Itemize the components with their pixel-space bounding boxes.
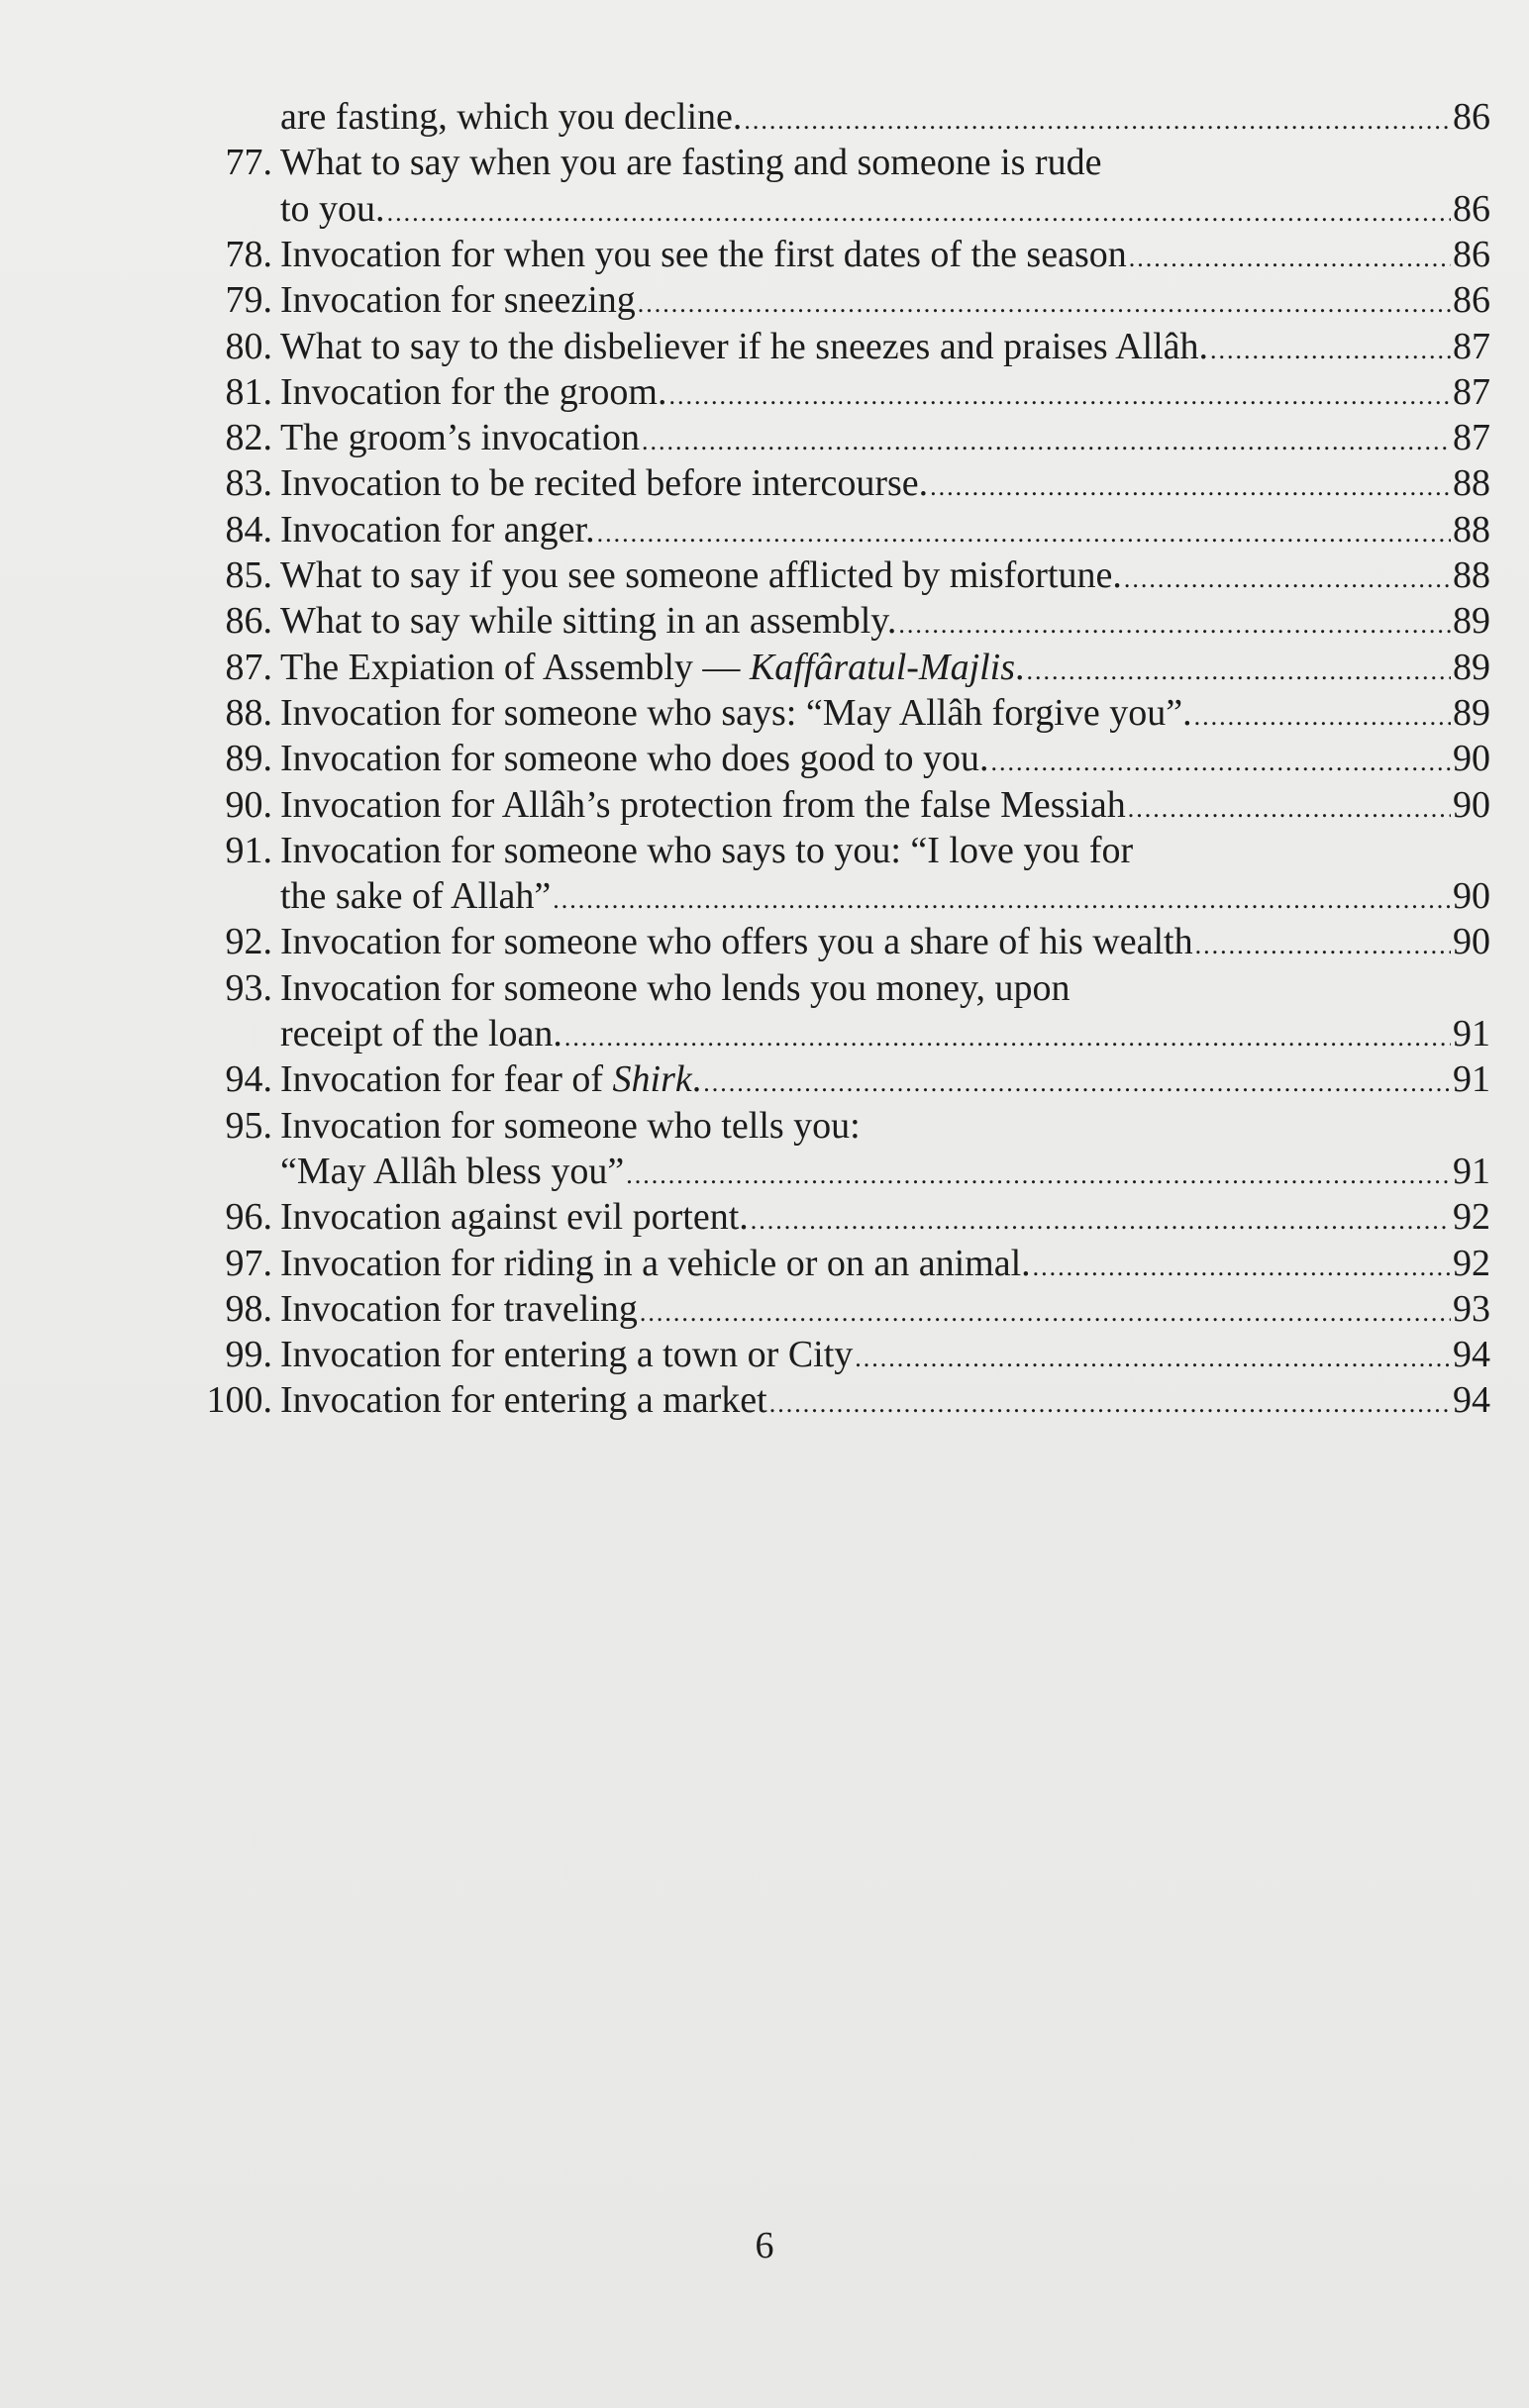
toc-entry-title-text: The Expiation of Assembly — — [280, 646, 750, 688]
toc-entry-title-suffix: . — [1015, 646, 1025, 688]
toc-entry-page: 90 — [1453, 875, 1490, 918]
toc-entry-page: 90 — [1453, 738, 1490, 780]
toc-entry-number: 84. — [225, 508, 272, 551]
toc-entry-title-text: Invocation against evil portent. — [280, 1196, 749, 1239]
toc-entry-title-text: What to say if you see someone afflicted by misfortune. — [280, 554, 1122, 596]
toc-entry-title-italic: Shirk — [612, 1058, 692, 1101]
toc-entry-number: 80. — [225, 325, 272, 367]
toc-entry-number: 86. — [225, 600, 272, 643]
toc-entry-number: 85. — [225, 554, 272, 596]
toc-entry-number: 97. — [225, 1242, 272, 1284]
toc-entry-page: 86 — [1453, 187, 1490, 230]
toc-entry-number: 82. — [225, 417, 272, 459]
toc-entry-title-text: Invocation for someone who does good to you. — [280, 738, 989, 780]
toc-entry-title-text: Invocation for anger. — [280, 508, 595, 551]
toc-entry-title-text: receipt of the loan. — [280, 1013, 562, 1054]
toc-entry-number: 100. — [206, 1379, 272, 1422]
toc-entry-number: 90. — [225, 783, 272, 826]
toc-entry-number: 93. — [225, 966, 272, 1009]
toc-entry-number: 88. — [225, 691, 272, 734]
toc-entry-number: 95. — [225, 1104, 272, 1147]
toc-entry-page: 89 — [1453, 691, 1490, 734]
toc-entry-page: 88 — [1453, 462, 1490, 505]
toc-entry-page: 91 — [1453, 1150, 1490, 1192]
toc-entry-title-text: Invocation for entering a market — [280, 1379, 767, 1422]
toc-entry-page: 92 — [1453, 1196, 1490, 1239]
toc-entry-title-text: Invocation to be recited before intercourse. — [280, 462, 929, 505]
toc-entry-title-suffix: . — [691, 1058, 702, 1101]
toc-entry-page: 86 — [1453, 96, 1490, 138]
toc-entry-number: 89. — [225, 738, 272, 780]
toc-entry-page: 87 — [1453, 417, 1490, 459]
toc-entry-page: 89 — [1453, 646, 1490, 688]
toc-entry-page: 94 — [1453, 1334, 1490, 1376]
toc-entry-number: 83. — [225, 462, 272, 505]
dot-leader — [769, 1374, 1451, 1434]
toc-entry-title-text: What to say when you are fasting and someone is rude — [280, 142, 1102, 184]
toc-entry-page: 94 — [1453, 1379, 1490, 1422]
toc-entry-title-text: to you. — [280, 187, 385, 230]
toc-entry-title-text: Invocation for someone who tells you: — [280, 1104, 861, 1147]
toc-entry-title-italic: Kaffâratul-Majlis — [749, 646, 1016, 688]
toc-entry-page: 90 — [1453, 921, 1490, 963]
toc-entry-number: 78. — [225, 233, 272, 275]
toc-entry-number: 92. — [225, 921, 272, 963]
toc-entry-title-text: Invocation for sneezing — [280, 279, 636, 322]
toc-entry-title-text: Invocation for the groom. — [280, 370, 667, 413]
toc-entry-page: 93 — [1453, 1287, 1490, 1330]
toc-entry-title-text: Invocation for fear of — [280, 1058, 613, 1101]
toc-entry-page: 92 — [1453, 1242, 1490, 1284]
toc-entry-title-text: What to say to the disbeliever if he sneezes and praises Allâh. — [280, 325, 1209, 367]
toc-entry-number: 79. — [225, 279, 272, 322]
toc-entry-line — [280, 1370, 1490, 1434]
toc-entry-page: 86 — [1453, 279, 1490, 322]
toc-entry-page: 90 — [1453, 783, 1490, 826]
toc-entry-number: 98. — [225, 1287, 272, 1330]
toc-entry-title-text: Invocation for entering a town or City — [280, 1334, 854, 1376]
toc-entry-page: 87 — [1453, 370, 1490, 413]
toc-entry-title-text: Invocation for someone who says to you: “I love you for — [280, 829, 1134, 871]
toc-entry-title-text: Invocation for riding in a vehicle or on an animal. — [280, 1242, 1031, 1284]
toc-entry-page: 91 — [1453, 1013, 1490, 1054]
toc-entry-number: 91. — [225, 829, 272, 871]
toc-entry-title-text: What to say while sitting in an assembly. — [280, 600, 897, 643]
toc-entry-title-text: The groom’s invocation — [280, 417, 641, 459]
toc-entry-page: 91 — [1453, 1058, 1490, 1101]
toc-entry-page: 87 — [1453, 325, 1490, 367]
toc-entry-title-text: Invocation for someone who says: “May Allâh forgive you”. — [280, 691, 1192, 734]
toc-entry-number: 77. — [225, 142, 272, 184]
toc-entry-title-text: are fasting, which you decline. — [280, 96, 743, 138]
toc-entry-page: 88 — [1453, 554, 1490, 596]
toc-entry-page: 88 — [1453, 508, 1490, 551]
toc-entry-number: 94. — [225, 1058, 272, 1101]
toc-entry-title-text: Invocation for Allâh’s protection from the false Messiah — [280, 783, 1126, 826]
toc-entry-number: 96. — [225, 1196, 272, 1239]
toc-entry-number: 99. — [225, 1334, 272, 1376]
toc-entry — [163, 1370, 1490, 1430]
page-number: 6 — [755, 2225, 774, 2266]
toc-entry-title-text: Invocation for someone who offers you a share of his wealth — [280, 921, 1193, 963]
toc-entry-title-text: Invocation for when you see the first dates of the season — [280, 233, 1127, 275]
toc-entry-page: 86 — [1453, 233, 1490, 275]
toc-entry-number: 81. — [225, 370, 272, 413]
toc-entry-title-text: Invocation for someone who lends you money, upon — [280, 966, 1070, 1009]
toc-entry-title — [280, 1370, 767, 1430]
toc-entry-number: 87. — [225, 646, 272, 688]
toc-entry-title-text: “May Allâh bless you” — [280, 1150, 625, 1192]
toc-entry-title-text: the sake of Allah” — [280, 875, 552, 918]
toc-entry-title-text: Invocation for traveling — [280, 1287, 638, 1330]
toc-entry-page: 89 — [1453, 600, 1490, 643]
